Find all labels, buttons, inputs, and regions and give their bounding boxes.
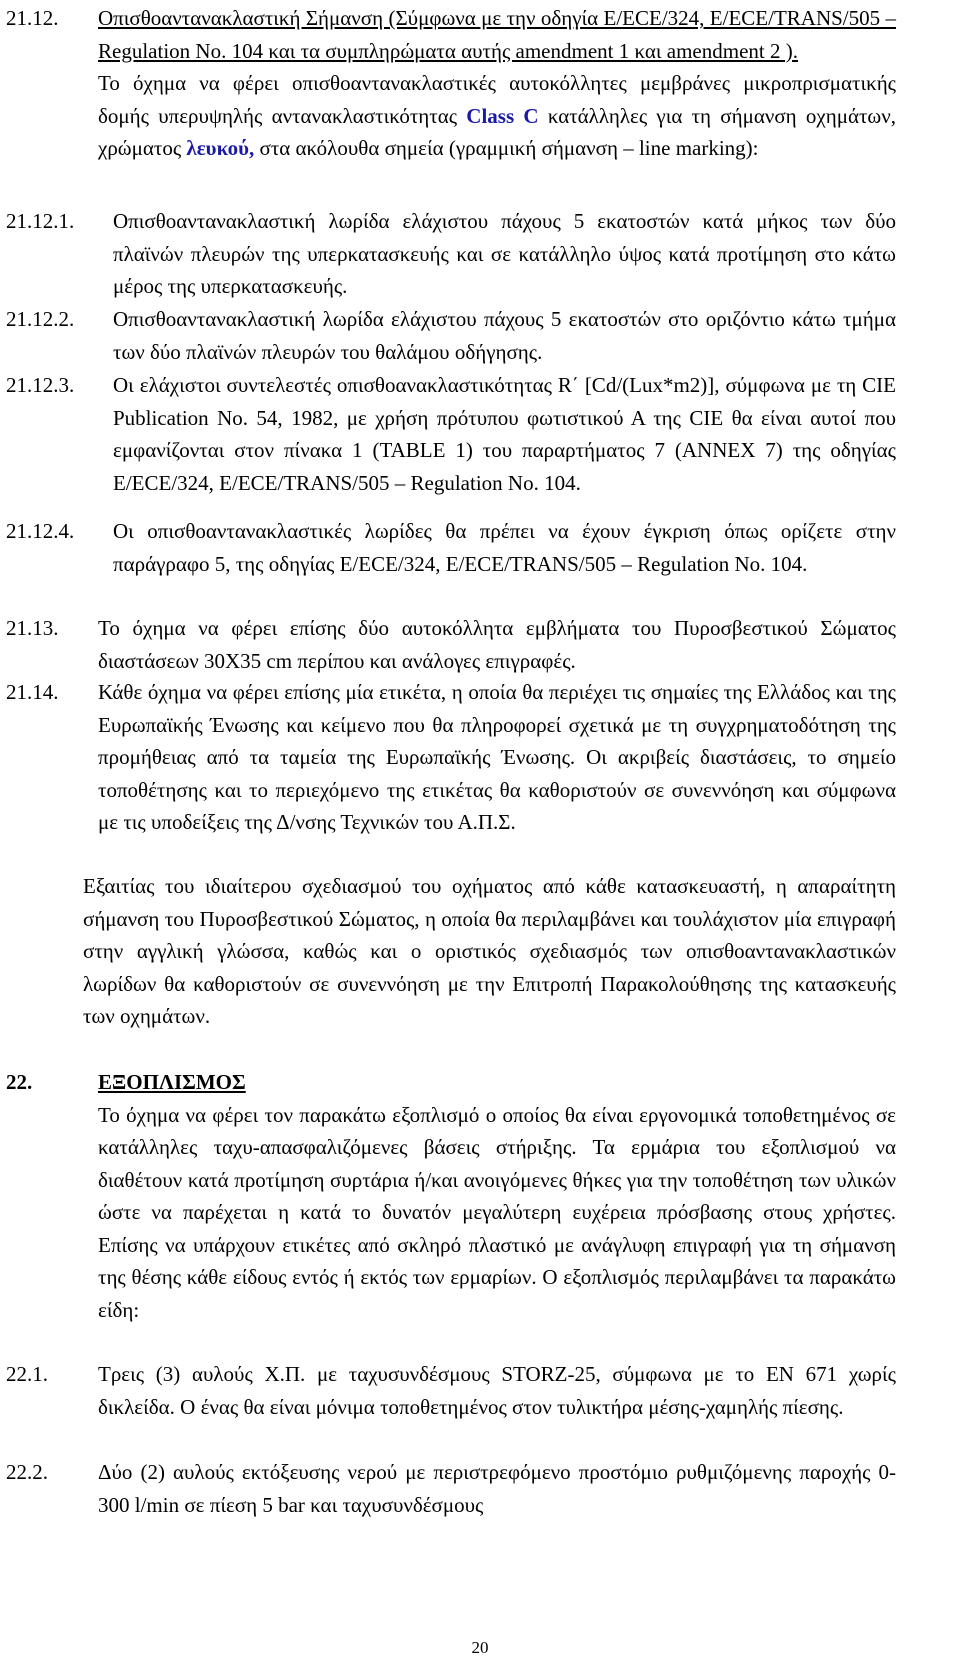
text-run: στα ακόλουθα σημεία (γραμμική σήμανση – line marking): [254,136,759,160]
section-body: Το όχημα να φέρει επίσης δύο αυτοκόλλητα εμβλήματα του Πυροσβεστικού Σώματος διαστάσεων 30X35 cm περίπου και ανάλογες επιγραφές. [98,616,896,673]
section-heading: ΕΞΟΠΛΙΣΜΟΣ [98,1070,246,1094]
section-number: 21.14. [6,680,59,704]
text-run: Το όχημα να φέρει οπισθοαντανακλαστικές αυτοκόλλητες μεμβράνες μικροπρισματικής δομής υπερυψηλής αντανακλαστικότητας [98,71,896,128]
section-body: Οι οπισθοαντανακλαστικές λωρίδες θα πρέπει να έχουν έγκριση όπως ορίζετε στην παράγραφο 5, της οδηγίας E/ECE/324, E/ECE/TRANS/505 – Regulation No. 104. [113,519,896,576]
section-body: Τρεις (3) αυλούς Χ.Π. με ταχυσυνδέσμους STORZ-25, σύμφωνα με το EN 671 χωρίς δικλείδα. Ο ένας θα είναι μόνιμα τοποθετημένος στον τυλικτήρα μέσης-χαμηλής πίεσης. [98,1362,896,1419]
paragraph [98,67,896,165]
section-number: 22.1. [6,1362,48,1386]
section-number: 21.12.2. [6,307,75,331]
section-body: Δύο (2) αυλούς εκτόξευσης νερού με περιστρεφόμενο προστόμιο ρυθμιζόμενης παροχής 0-300 l/min σε πίεση 5 bar και ταχυσυνδέσμους [98,1460,896,1517]
section-body: Οι ελάχιστοι συντελεστές οπισθοανακλαστικότητας R΄ [Cd/(Lux*m2)], σύμφωνα με τη CIE Publication No. 54, 1982, με χρήση πρότυπου φωτιστικού Α της CIE θα είναι αυτοί που εμφανίζονται στον πίνακα 1 (TABLE 1) του παραρτήματος 7 (ANNEX 7) της οδηγίας E/ECE/324, E/ECE/TRANS/505 – Regulation No. 104. [113,373,896,495]
section-body: Οπισθοαντανακλαστική λωρίδα ελάχιστου πάχους 5 εκατοστών στο οριζόντιο κάτω τμήμα των δύο πλαϊνών πλευρών του θαλάμου οδήγησης. [113,307,896,364]
section-body: Κάθε όχημα να φέρει επίσης μία ετικέτα, η οποία θα περιέχει τις σημαίες της Ελλάδος και της Ευρωπαϊκής Ένωσης και κείμενο που θα πληροφορεί σχετικά με τη συγχρηματοδότηση της προμήθειας από τα ταμεία της Ευρωπαϊκής Ένωσης. Οι ακριβείς διαστάσεις, το σημείο τοποθέτησης και το περιεχόμενο της ετικέτας θα καθοριστούν σε συνεννόηση και σύμφωνα με τις υποδείξεις της Δ/νσης Τεχνικών του Α.Π.Σ. [98,680,896,834]
text-run-bold: Class C [466,103,539,128]
paragraph: Το όχημα να φέρει τον παρακάτω εξοπλισμό ο οποίος θα είναι εργονομικά τοποθετημένος σε κατάλληλες ταχυ-απασφαλιζόμενες βάσεις στήριξης. Τα ερμάρια του εξοπλισμού να διαθέτουν κατά προτίμηση συρτάρια ή/και ανοιγόμενες θήκες για την τοποθέτηση των υλικών ώστε να παρέχεται η κατά το δυνατόν μεγαλύτερη ευχέρεια πρόσβασης στους χρήστες. Επίσης να υπάρχουν ετικέτες από σκληρό πλαστικό με ανάγλυφη επιγραφή για τη σήμανση της θέσης κάθε είδους εντός ή εκτός των ερμαρίων. Ο εξοπλισμός περιλαμβάνει τα παρακάτω είδη: [98,1102,896,1322]
section-number: 21.13. [6,616,59,640]
section-body: Οπισθοαντανακλαστική λωρίδα ελάχιστου πάχους 5 εκατοστών κατά μήκος των δύο πλαϊνών πλευρών της υπερκατασκευής και σε κατάλληλο ύψος κατά προτίμηση στο κάτω μέρος της υπερκατασκευής. [113,209,896,298]
section-number: 21.12.1. [6,209,75,233]
section-number: 21.12. [6,6,59,30]
text-run-bold: λευκού, [186,136,255,160]
section-number: 22.2. [6,1460,48,1484]
text-run: κατάλληλες για τη σήμανση οχημάτων, χρώματος [98,103,896,160]
section-title: Οπισθοαντανακλαστική Σήμανση (Σύμφωνα με την οδηγία E/ECE/324, E/ECE/TRANS/505 – Regulation No. 104 και τα συμπληρώματα αυτής amendment 1 και amendment 2 ). [98,6,896,63]
paragraph: Εξαιτίας του ιδιαίτερου σχεδιασμού του οχήματος από κάθε κατασκευαστή, η απαραίτητη σήμανση του Πυροσβεστικού Σώματος, η οποία θα περιλαμβάνει και τουλάχιστον μία επιγραφή στην αγγλική γλώσσα, καθώς και ο οριστικός σχεδιασμός των οπισθοαντανακλαστικών λωρίδων θα καθοριστούν σε συνεννόηση με την Επιτροπή Παρακολούθησης της κατασκευής των οχημάτων. [83,874,896,1028]
section-number: 22. [6,1070,33,1094]
section-number: 21.12.4. [6,519,75,543]
section-body [98,2,896,165]
section-number: 21.12.3. [6,373,75,397]
page-number: 20 [471,1638,489,1657]
section-body [98,1066,896,1326]
